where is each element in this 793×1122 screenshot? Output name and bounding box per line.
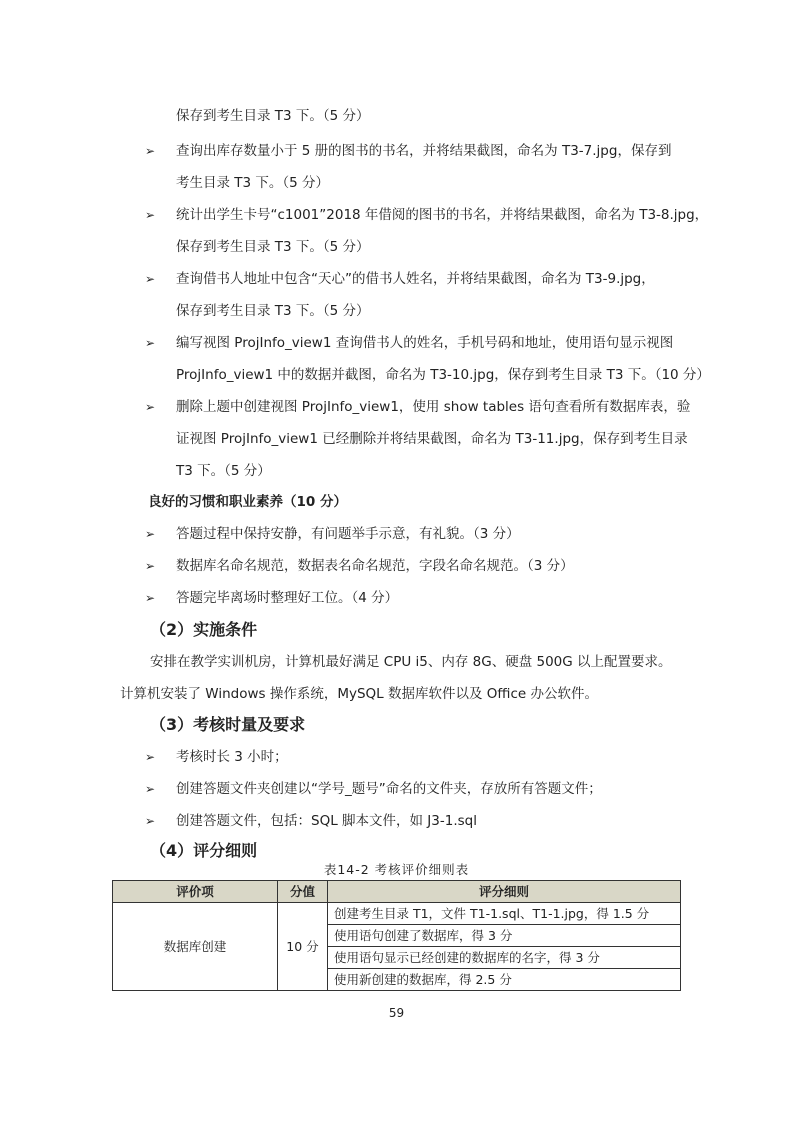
habits-heading: 良好的习惯和职业素养（10 分） — [148, 494, 347, 510]
req-file: 创建答题文件，包括：SQL 脚本文件，如 J3-1.sql — [176, 813, 477, 829]
cell-rule: 使用语句显示已经创建的数据库的名字，得 3 分 — [328, 947, 681, 969]
scoring-table — [112, 880, 681, 991]
req-folder: 创建答题文件夹创建以“学号_题号”命名的文件夹，存放所有答题文件； — [176, 781, 602, 797]
req-duration: 考核时长 3 小时； — [176, 749, 288, 765]
header-rules: 评分细则 — [328, 881, 681, 903]
item-query-stock-cont: 考生目录 T3 下。（5 分） — [176, 175, 330, 191]
cell-rule: 创建考生目录 T1，文件 T1-1.sql、T1-1.jpg，得 1.5 分 — [328, 903, 681, 925]
bullet-icon: ➢ — [145, 400, 156, 414]
item-drop-view-cont1: 证视图 ProjInfo_view1 已经删除并将结果截图，命名为 T3-11.jpg，保存到考生目录 — [176, 431, 688, 447]
habit-tidy: 答题完毕离场时整理好工位。（4 分） — [176, 590, 399, 606]
item-create-view: 编写视图 ProjInfo_view1 查询借书人的姓名，手机号码和地址，使用语句显示视图 — [176, 335, 674, 351]
item-drop-view-cont2: T3 下。（5 分） — [176, 463, 271, 479]
bullet-icon: ➢ — [145, 782, 156, 796]
item-create-view-cont: ProjInfo_view1 中的数据并截图，命名为 T3-10.jpg，保存到考生目录 T3 下。（10 分） — [176, 367, 710, 383]
cell-score: 10 分 — [278, 903, 328, 991]
bullet-icon: ➢ — [145, 591, 156, 605]
habit-naming: 数据库名命名规范，数据表名命名规范，字段名命名规范。（3 分） — [176, 558, 574, 574]
section-2-para-2: 计算机安装了 Windows 操作系统，MySQL 数据库软件以及 Office 办公软件。 — [120, 686, 598, 702]
cell-rule: 使用新创建的数据库，得 2.5 分 — [328, 969, 681, 991]
item-drop-view: 删除上题中创建视图 ProjInfo_view1，使用 show tables 语句查看所有数据库表，验 — [176, 399, 691, 415]
bullet-icon: ➢ — [145, 272, 156, 286]
item-stat-borrow-cont: 保存到考生目录 T3 下。（5 分） — [176, 239, 370, 255]
bullet-icon: ➢ — [145, 814, 156, 828]
item-stat-borrow: 统计出学生卡号“c1001”2018 年借阅的图书的书名，并将结果截图，命名为 T3-8.jpg， — [176, 207, 709, 223]
table-header-row — [113, 881, 681, 903]
section-2-para-1: 安排在教学实训机房，计算机最好满足 CPU i5、内存 8G、硬盘 500G 以上配置要求。 — [150, 654, 672, 670]
table-caption: 表14-2 考核评价细则表 — [323, 862, 470, 877]
table-row — [113, 903, 681, 925]
section-2-heading: （2）实施条件 — [150, 620, 258, 639]
item-query-stock: 查询出库存数量小于 5 册的图书的书名，并将结果截图，命名为 T3-7.jpg，保存到 — [176, 143, 672, 159]
item-query-address-cont: 保存到考生目录 T3 下。（5 分） — [176, 303, 370, 319]
header-item: 评价项 — [113, 881, 278, 903]
line-save-t3: 保存到考生目录 T3 下。（5 分） — [176, 108, 370, 124]
bullet-icon: ➢ — [145, 208, 156, 222]
bullet-icon: ➢ — [145, 559, 156, 573]
page-number: 59 — [388, 1006, 405, 1020]
bullet-icon: ➢ — [145, 144, 156, 158]
header-score: 分值 — [278, 881, 328, 903]
cell-rule: 使用语句创建了数据库，得 3 分 — [328, 925, 681, 947]
habit-quiet: 答题过程中保持安静，有问题举手示意，有礼貌。（3 分） — [176, 526, 520, 542]
section-3-heading: （3）考核时量及要求 — [150, 715, 306, 734]
bullet-icon: ➢ — [145, 527, 156, 541]
bullet-icon: ➢ — [145, 336, 156, 350]
section-4-heading: （4）评分细则 — [150, 841, 258, 860]
cell-item: 数据库创建 — [113, 903, 278, 991]
bullet-icon: ➢ — [145, 750, 156, 764]
item-query-address: 查询借书人地址中包含“天心”的借书人姓名，并将结果截图，命名为 T3-9.jpg， — [176, 271, 655, 287]
